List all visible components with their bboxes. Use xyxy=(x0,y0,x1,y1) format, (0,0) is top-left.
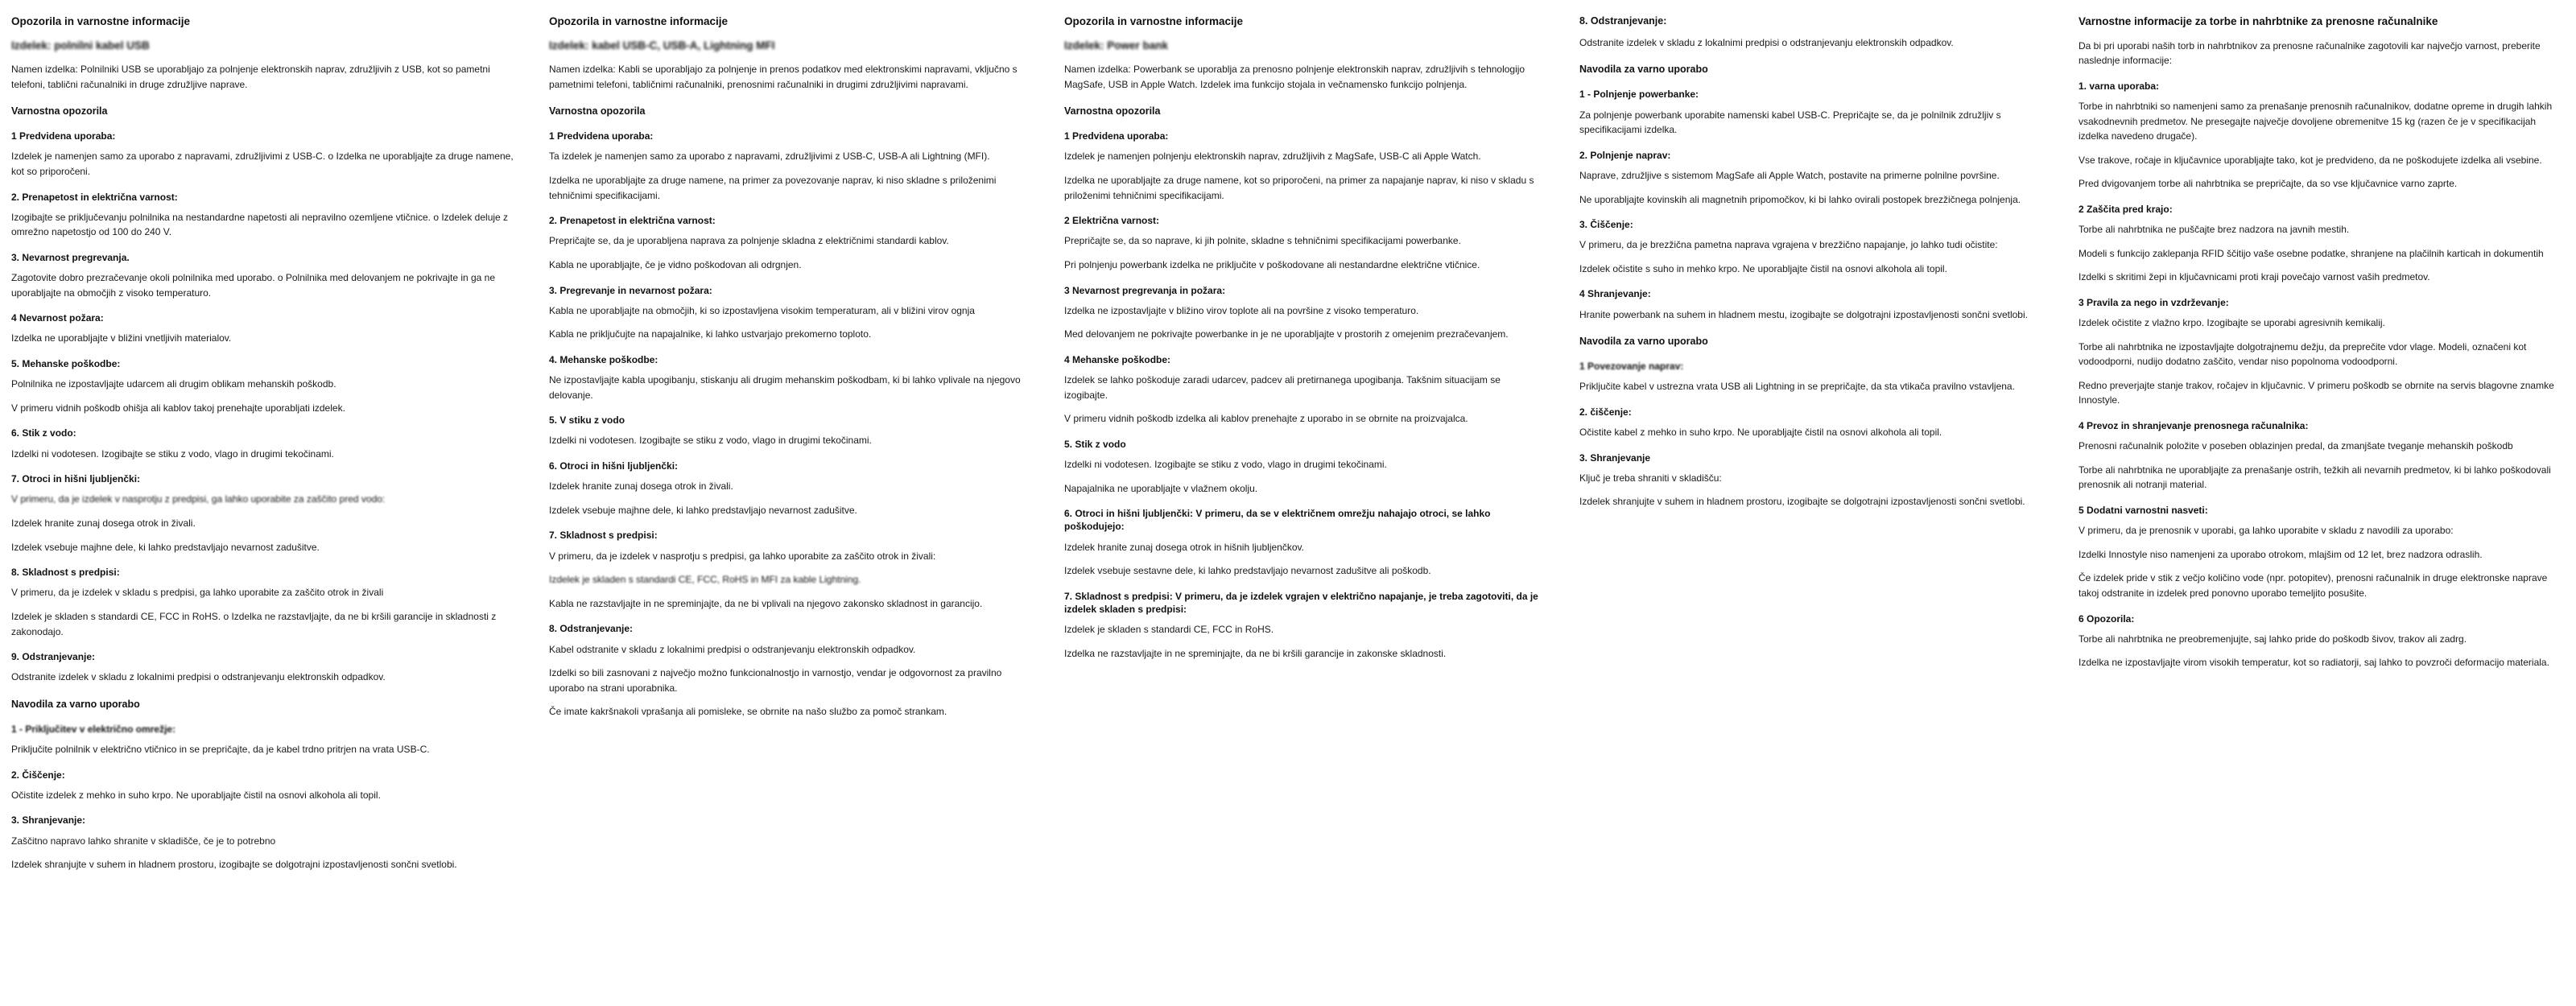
column-powerbank xyxy=(1046,14,1562,1006)
subsection-heading: 6. Stik z vodo: xyxy=(11,427,76,439)
body-text: Izogibajte se priključevanju polnilnika na nestandardne napetosti ali nepravilno ozemljene vtičnice. o Izdelek deluje z omrežno napetostjo od 100 do 240 V. xyxy=(11,211,509,238)
subsection-heading: 3 Pravila za nego in vzdrževanje: xyxy=(2079,296,2229,308)
body-text: Izdelek hranite zunaj dosega otrok in hišnih ljubljenčkov. xyxy=(1064,541,1304,553)
column-title: Opozorila in varnostne informacije xyxy=(11,15,191,27)
subsection-heading: 2 Električna varnost: xyxy=(1064,215,1160,227)
body-text: Za polnjenje powerbank uporabite namenski kabel USB-C. Prepričajte se, da je polnilnik združljiv s specifikacijami izdelka. xyxy=(1579,109,2001,136)
body-text: Odstranite izdelek v skladu z lokalnimi predpisi o odstranjevanju elektronskih odpadkov. xyxy=(1579,36,1954,48)
body-text: Izdelek vsebuje sestavne dele, ki lahko predstavljajo nevarnost zadušitve ali poškodb. xyxy=(1064,565,1431,577)
body-text: Torbe ali nahrbtnika ne uporabljajte za prenašanje ostrih, težkih ali nevarnih predmetov, ki bi lahko poškodovali prenosnik ali notranji material. xyxy=(2079,464,2551,491)
body-text: Izdelki ni vodotesen. Izogibajte se stiku z vodo, vlago in drugimi tekočinami. xyxy=(549,435,872,447)
subsection-heading: 5. Stik z vodo xyxy=(1064,438,1126,450)
body-text: V primeru vidnih poškodb ohišja ali kablov takoj prenehajte uporabljati izdelek. xyxy=(11,402,345,414)
body-text: Izdelek hranite zunaj dosega otrok in živali. xyxy=(11,517,196,529)
body-text: Izdelek je skladen s standardi CE, FCC, RoHS in MFI za kable Lightning. xyxy=(549,574,861,586)
subsection-heading: 7. Skladnost s predpisi: V primeru, da je izdelek vgrajen v električno napajanje, je treba zagotoviti, da je izdelek skladen s predpisi: xyxy=(1064,590,1538,615)
footer-note: Izdelki so bili zasnovani z največjo možno funkcionalnostjo in varnostjo, vendar je odgovornost za pravilno uporabo na strani uporabnika. xyxy=(549,667,1002,694)
body-text: Torbe in nahrbtniki so namenjeni samo za prenašanje prenosnih računalnikov, dodatne opreme in drugih lahkih vsakodnevnih predmetov. Ne presegajte največje dovoljene obremenitve 15 kg (razen če je v specifikacijah izdelka navedeno drugače). xyxy=(2079,100,2553,142)
body-text: Kabla ne uporabljajte, če je vidno poškodovan ali odrgnjen. xyxy=(549,258,802,270)
body-text: V primeru, da je izdelek v nasprotju s predpisi, ga lahko uporabite za zaščito otrok in živali: xyxy=(549,550,936,562)
body-text: Izdelki s skritimi žepi in ključavnicami proti kraji povečajo varnost vaših predmetov. xyxy=(2079,271,2430,283)
subsection-heading: 3. Shranjevanje xyxy=(1579,451,1651,464)
subsection-heading: 7. Otroci in hišni ljubljenčki: xyxy=(11,473,141,485)
body-text: Izdelek je namenjen samo za uporabo z napravami, združljivimi z USB-C. o Izdelka ne uporabljajte za druge namene, kot so priporočeni. xyxy=(11,150,514,177)
section-heading: Navodila za varno uporabo xyxy=(11,698,140,710)
column-title: Varnostne informacije za torbe in nahrbtnike za prenosne računalnike xyxy=(2079,15,2438,27)
body-text: Izdelek očistite s suho in mehko krpo. Ne uporabljajte čistil na osnovi alkohola ali topil. xyxy=(1579,262,1947,274)
body-text: Prepričajte se, da so naprave, ki jih polnite, skladne s tehničnimi specifikacijami powerbanke. xyxy=(1064,235,1461,247)
subsection-heading: 6. Otroci in hišni ljubljenčki: V primeru, da se v električnem omrežju nahajajo otroci, se lahko poškodujejo: xyxy=(1064,508,1491,533)
body-text: Izdelka ne izpostavljajte v bližino virov toplote ali na površine z visoko temperaturo. xyxy=(1064,304,1419,316)
subsection-heading: 4. Mehanske poškodbe: xyxy=(549,353,658,365)
body-text: Zagotovite dobro prezračevanje okoli polnilnika med uporabo. o Polnilnika med delovanjem ne pokrivajte in ga ne uporabljajte na območjih z visoko temperaturo. xyxy=(11,272,496,299)
body-text: Torbe ali nahrbtnika ne preobremenjujte, saj lahko pride do poškodb šivov, trakov ali zadrg. xyxy=(2079,633,2467,645)
body-text: Izdelka ne uporabljajte za druge namene, kot so priporočeni, na primer za napajanje naprav, ki niso v skladu s priloženimi tehničnimi specifikacijami. xyxy=(1064,174,1534,201)
product-line: Izdelek: kabel USB-C, USB-A, Lightning MFI xyxy=(549,39,775,52)
body-text: Priključite kabel v ustrezna vrata USB ali Lightning in se prepričajte, da sta vtikača pravilno vstavljena. xyxy=(1579,381,2015,393)
body-text: Kabel odstranite v skladu z lokalnimi predpisi o odstranjevanju elektronskih odpadkov. xyxy=(549,643,916,655)
subsection-heading: 1 - Priključitev v električno omrežje: xyxy=(11,723,176,735)
body-text: Izdelki ni vodotesen. Izogibajte se stiku z vodo, vlago in drugimi tekočinami. xyxy=(11,447,334,460)
subsection-heading: 9. Odstranjevanje: xyxy=(11,651,96,663)
subsection-heading: 1 Povezovanje naprav: xyxy=(1579,361,1684,373)
body-text: Med delovanjem ne pokrivajte powerbanke in je ne uporabljajte v prostorih z omejenim prezračevanjem. xyxy=(1064,328,1509,340)
body-text: Napajalnika ne uporabljajte v vlažnem okolju. xyxy=(1064,482,1258,494)
subsection-heading: 3. Pregrevanje in nevarnost požara: xyxy=(549,284,712,296)
subsection-heading: 4 Prevoz in shranjevanje prenosnega računalnika: xyxy=(2079,420,2309,432)
body-text: V primeru, da je izdelek v skladu s predpisi, ga lahko uporabite za zaščito otrok in živali xyxy=(11,587,384,599)
column-title: Opozorila in varnostne informacije xyxy=(549,15,729,27)
body-text: Izdelka ne izpostavljajte virom visokih temperatur, kot so radiatorji, saj lahko to povzroči deformacijo materiala. xyxy=(2079,657,2549,669)
subsection-heading: 8. Skladnost s predpisi: xyxy=(11,567,120,579)
subsection-heading: 2. Polnjenje naprav: xyxy=(1579,149,1671,161)
body-text: Izdelki Innostyle niso namenjeni za uporabo otrokom, mlajšim od 12 let, brez nadzora odraslih. xyxy=(2079,548,2483,560)
subsection-heading: 5 Dodatni varnostni nasveti: xyxy=(2079,504,2208,516)
subsection-heading: 2 Zaščita pred krajo: xyxy=(2079,203,2173,215)
body-text: Prenosni računalnik položite v poseben oblazinjen predal, da zmanjšate tveganje mehanskih poškodb xyxy=(2079,440,2513,452)
body-text: Ne izpostavljajte kabla upogibanju, stiskanju ali drugim mehanskim poškodbam, ki bi lahko vplivale na njegovo delovanje. xyxy=(549,374,1021,401)
subsection-heading: 7. Skladnost s predpisi: xyxy=(549,530,658,542)
subsection-heading: 3 Nevarnost pregrevanja in požara: xyxy=(1064,284,1226,296)
body-text: Pri polnjenju powerbank izdelka ne priključite v poškodovane ali nestandardne električne vtičnice. xyxy=(1064,258,1480,270)
body-text: Izdelek vsebuje majhne dele, ki lahko predstavljajo nevarnost zadušitve. xyxy=(11,541,320,553)
body-text: Hranite powerbank na suhem in hladnem mestu, izogibajte se dolgotrajni izpostavljenosti sončni svetlobi. xyxy=(1579,308,2028,320)
body-text: Vse trakove, ročaje in ključavnice uporabljajte tako, kot je predvideno, da ne poškodujete izdelka ali vsebine. xyxy=(2079,154,2542,166)
column-title: Opozorila in varnostne informacije xyxy=(1064,15,1244,27)
body-text: Modeli s funkcijo zaklepanja RFID ščitijo vaše osebne podatke, shranjene na plačilnih karticah in dokumentih xyxy=(2079,247,2544,259)
subsection-heading: 2. Prenapetost in električna varnost: xyxy=(11,191,178,203)
subsection-heading: 4 Shranjevanje: xyxy=(1579,288,1651,300)
body-text: Izdelka ne uporabljajte za druge namene, na primer za povezovanje naprav, ki niso skladne s priloženimi tehničnimi specifikacijami. xyxy=(549,174,997,201)
column-powerbank-care xyxy=(1562,14,2061,1006)
subsection-heading: 6 Opozorila: xyxy=(2079,612,2135,625)
intro-text: Namen izdelka: Kabli se uporabljajo za polnjenje in prenos podatkov med elektronskimi napravami, vključno s pametnimi telefoni, tabličnimi računalniki, prenosnimi računalniki in drugimi združljivimi napravami. xyxy=(549,64,1018,90)
body-text: Prepričajte se, da je uporabljena naprava za polnjenje skladna z električnimi standardi kablov. xyxy=(549,235,949,247)
subsection-heading: 6. Otroci in hišni ljubljenčki: xyxy=(549,460,679,472)
section-heading: Varnostna opozorila xyxy=(1064,105,1161,118)
section-heading: Varnostna opozorila xyxy=(549,105,646,118)
column-laptop-bags xyxy=(2061,14,2576,1006)
body-text: Izdelka ne razstavljajte in ne spreminjajte, da ne bi kršili garancije in zakonske skladnosti. xyxy=(1064,647,1447,659)
body-text: Izdelek shranjujte v suhem in hladnem prostoru, izogibajte se dolgotrajni izpostavljenosti sončni svetlobi. xyxy=(11,859,457,871)
subsection-heading: 8. Odstranjevanje: xyxy=(549,623,634,635)
subsection-heading: 2. čiščenje: xyxy=(1579,406,1632,418)
body-text: V primeru vidnih poškodb izdelka ali kablov prenehajte z uporabo in se obrnite na proizvajalca. xyxy=(1064,413,1468,425)
intro-text: Namen izdelka: Polnilniki USB se uporabljajo za polnjenje elektronskih naprav, združljivih z USB, kot so pametni telefoni, tablični računalniki in druge združljive naprave. xyxy=(11,64,490,90)
subsection-heading: 2. Prenapetost in električna varnost: xyxy=(549,215,716,227)
body-text: Polnilnika ne izpostavljajte udarcem ali drugim oblikam mehanskih poškodb. xyxy=(11,378,336,390)
subsection-heading: 1. varna uporaba: xyxy=(2079,80,2160,92)
intro-text: Da bi pri uporabi naših torb in nahrbtnikov za prenosne računalnike zagotovili kar največjo varnost, preberite naslednje informacije: xyxy=(2079,39,2541,67)
subsection-heading: 2. Čiščenje: xyxy=(11,769,65,781)
body-text: Odstranite izdelek v skladu z lokalnimi predpisi o odstranjevanju elektronskih odpadkov. xyxy=(11,671,386,683)
body-text: V primeru, da je izdelek v nasprotju z predpisi, ga lahko uporabite za zaščito pred vodo: xyxy=(11,493,386,505)
section-heading: Varnostna opozorila xyxy=(11,105,108,118)
body-text: Izdelek je skladen s standardi CE, FCC in RoHS. o Izdelka ne razstavljajte, da ne bi kršili garancije in skladnosti z zakonodajo. xyxy=(11,610,497,637)
subsection-heading: 5. Mehanske poškodbe: xyxy=(11,358,121,370)
body-text: Kabla ne uporabljajte na območjih, ki so izpostavljena visokim temperaturam, ali v bližini virov ognja xyxy=(549,304,975,316)
subsection-heading: 4 Nevarnost požara: xyxy=(11,312,104,324)
intro-text: Namen izdelka: Powerbank se uporablja za prenosno polnjenje elektronskih naprav, združljivih s tehnologijo MagSafe, USB in Apple Watch. Izdelek ima funkcijo stojala in večnamensko funkcijo polnjenja. xyxy=(1064,64,1525,90)
body-text: Očistite izdelek z mehko in suho krpo. Ne uporabljajte čistil na osnovi alkohola ali topil. xyxy=(11,789,381,801)
body-text: Če izdelek pride v stik z večjo količino vode (npr. potopitev), prenosni računalnik in druge elektronske naprave takoj odstranite in izdelek pred ponovno uporabo temeljito posušite. xyxy=(2079,572,2548,599)
subsection-heading: 1 - Polnjenje powerbanke: xyxy=(1579,89,1699,101)
body-text: Kabla ne priključujte na napajalnike, ki lahko ustvarjajo prekomerno toploto. xyxy=(549,328,872,340)
section-heading: Navodila za varno uporabo xyxy=(1579,64,1708,76)
body-text: Ključ je treba shraniti v skladišču: xyxy=(1579,472,1722,484)
body-text: Zaščitno napravo lahko shranite v skladišče, če je to potrebno xyxy=(11,835,276,847)
body-text: Ta izdelek je namenjen samo za uporabo z napravami, združljivimi z USB-C, USB-A ali Lightning (MFI). xyxy=(549,150,990,163)
body-text: Izdelki ni vodotesen. Izogibajte se stiku z vodo, vlago in drugimi tekočinami. xyxy=(1064,459,1387,471)
body-text: Naprave, združljive s sistemom MagSafe ali Apple Watch, postavite na primerne polnilne površine. xyxy=(1579,169,2000,181)
body-text: Izdelek je skladen s standardi CE, FCC in RoHS. xyxy=(1064,624,1274,636)
subsection-heading: 3. Shranjevanje: xyxy=(11,814,86,827)
body-text: V primeru, da je brezžična pametna naprava vgrajena v brezžično napajanje, jo lahko tudi očistite: xyxy=(1579,239,1998,251)
subsection-heading: 3. Čiščenje: xyxy=(1579,219,1633,231)
body-text: Izdelek hranite zunaj dosega otrok in živali. xyxy=(549,480,733,493)
product-line: Izdelek: Power bank xyxy=(1064,39,1169,52)
body-text: Izdelek je namenjen polnjenju elektronskih naprav, združljivih z MagSafe, USB-C ali Apple Watch. xyxy=(1064,150,1481,163)
body-text: Izdelek očistite z vlažno krpo. Izogibajte se uporabi agresivnih kemikalij. xyxy=(2079,317,2385,329)
column-lightning-cable xyxy=(531,14,1046,1006)
body-text: Torbe ali nahrbtnika ne puščajte brez nadzora na javnih mestih. xyxy=(2079,224,2350,236)
subsection-heading: 1 Predvidena uporaba: xyxy=(11,130,116,142)
subsection-heading: 5. V stiku z vodo xyxy=(549,414,625,427)
body-text: Ne uporabljajte kovinskih ali magnetnih pripomočkov, ki bi lahko ovirali postopek brezžičnega polnjenja. xyxy=(1579,193,2021,205)
subsection-heading: 1 Predvidena uporaba: xyxy=(549,130,654,142)
column-usb-cable xyxy=(0,14,531,1006)
body-text: Izdelka ne uporabljajte v bližini vnetljivih materialov. xyxy=(11,332,232,344)
section-heading: Navodila za varno uporabo xyxy=(1579,336,1708,348)
body-text: Redno preverjajte stanje trakov, ročajev in ključavnic. V primeru poškodb se obrnite na servis blagovne znamke Innostyle. xyxy=(2079,379,2554,406)
subsection-heading: 4 Mehanske poškodbe: xyxy=(1064,353,1171,365)
body-text: V primeru, da je prenosnik v uporabi, ga lahko uporabite v skladu z navodili za uporabo: xyxy=(2079,525,2454,537)
body-text: Izdelek se lahko poškoduje zaradi udarcev, padcev ali pretirnanega upogibanja. Takšnim situacijam se izogibajte. xyxy=(1064,374,1501,401)
section-heading: 8. Odstranjevanje: xyxy=(1579,15,1667,27)
subsection-heading: 1 Predvidena uporaba: xyxy=(1064,130,1169,142)
body-text: Kabla ne razstavljajte in ne spreminjajte, da ne bi vplivali na njegovo zakonsko skladnost in garancijo. xyxy=(549,597,983,609)
footer-note: Če imate kakršnakoli vprašanja ali pomisleke, se obrnite na našo službo za pomoč strankam. xyxy=(549,706,947,718)
subsection-heading: 3. Nevarnost pregrevanja. xyxy=(11,251,130,263)
body-text: Očistite kabel z mehko in suho krpo. Ne uporabljajte čistil na osnovi alkohola ali topil. xyxy=(1579,427,1942,439)
body-text: Torbe ali nahrbtnika ne izpostavljajte dolgotrajnemu dežju, da preprečite vdor vlage. Modeli, označeni kot vodoodporni, nudijo dodatno zaščito, vendar niso popolnoma vodoodporni. xyxy=(2079,340,2527,368)
body-text: Izdelek vsebuje majhne dele, ki lahko predstavljajo nevarnost zadušitve. xyxy=(549,504,857,516)
body-text: Izdelek shranjujte v suhem in hladnem prostoru, izogibajte se dolgotrajni izpostavljenosti sončni svetlobi. xyxy=(1579,496,2025,508)
body-text: Priključite polnilnik v električno vtičnico in se prepričajte, da je kabel trdno pritrjen na vrata USB-C. xyxy=(11,744,430,755)
product-line: Izdelek: polnilni kabel USB xyxy=(11,39,150,52)
body-text: Pred dvigovanjem torbe ali nahrbtnika se prepričajte, da so vse ključavnice varno zaprte. xyxy=(2079,178,2458,190)
